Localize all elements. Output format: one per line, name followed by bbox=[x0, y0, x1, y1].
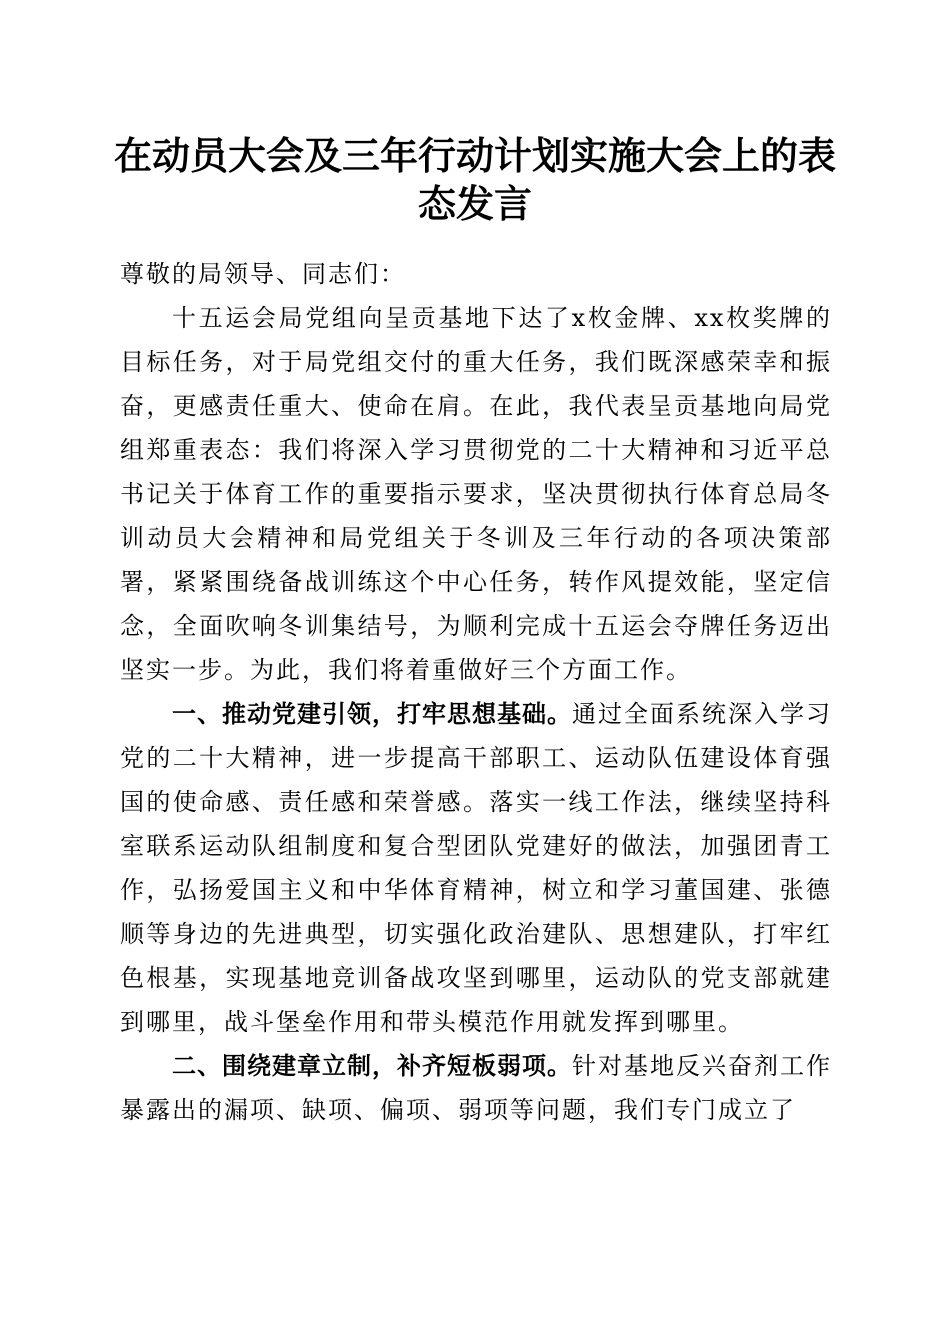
salutation: 尊敬的局领导、同志们： bbox=[120, 260, 406, 288]
section-paragraph-1 bbox=[120, 692, 832, 1044]
section-text-2: 针对基地反兴奋剂工作暴露出的漏项、缺项、偏项、弱项等问题，我们专门成立了 bbox=[120, 1052, 832, 1124]
section-text-1: 通过全面系统深入学习党的二十大精神，进一步提高干部职工、运动队伍建设体育强国的使命感、责任感和荣誉感。落实一线工作法，继续坚持科室联系运动队组制度和复合型团队党建好的做法，加强团青工作，弘扬爱国主义和中华体育精神，树立和学习董国建、张德顺等身边的先进典型，切实强化政治建队、思想建队，打牢红色根基，实现基地竞训备战攻坚到哪里，运动队的党支部就建到哪里，战斗堡垒作用和带头模范作用就发挥到哪里。 bbox=[120, 700, 832, 1036]
intro-paragraph: 十五运会局党组向呈贡基地下达了x枚金牌、xx枚奖牌的目标任务，对于局党组交付的重大任务，我们既深感荣幸和振奋，更感责任重大、使命在肩。在此，我代表呈贡基地向局党组郑重表态：我们将深入学习贯彻党的二十大精神和习近平总书记关于体育工作的重要指示要求，坚决贯彻执行体育总局冬训动员大会精神和局党组关于冬训及三年行动的各项决策部署，紧紧围绕备战训练这个中心任务，转作风提效能，坚定信念，全面吹响冬训集结号，为顺利完成十五运会夺牌任务迈出坚实一步。为此，我们将着重做好三个方面工作。 bbox=[120, 304, 832, 684]
section-heading-2: 二、围绕建章立制，补齐短板弱项。 bbox=[172, 1052, 572, 1080]
document-title: 在动员大会及三年行动计划实施大会上的表态发言 bbox=[113, 133, 836, 226]
section-paragraph-2 bbox=[120, 1044, 832, 1132]
section-heading-1: 一、推动党建引领，打牢思想基础。 bbox=[172, 700, 572, 728]
document-body bbox=[120, 252, 832, 1132]
